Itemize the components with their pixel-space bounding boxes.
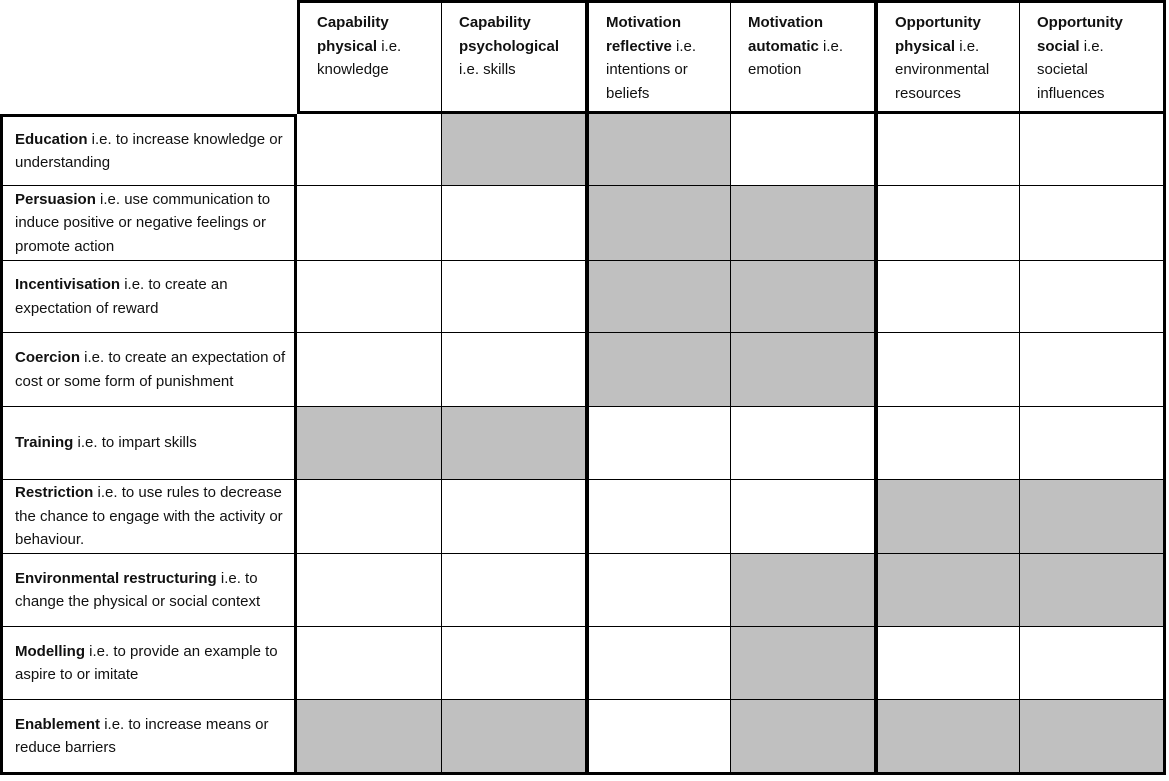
matrix-cell-shaded bbox=[586, 261, 731, 333]
label-description: i.e. intentions or beliefs bbox=[606, 37, 697, 102]
label-description: i.e. to impart skills bbox=[73, 434, 197, 452]
matrix-cell-empty bbox=[586, 554, 731, 627]
matrix-cell-shaded bbox=[1020, 700, 1166, 775]
matrix-cell-shaded bbox=[442, 114, 586, 186]
label-bold: Education bbox=[15, 130, 88, 148]
column-header bbox=[875, 0, 1020, 114]
matrix-cell-empty bbox=[297, 261, 442, 333]
label-bold: Capability physical bbox=[317, 14, 389, 55]
matrix-cell-shaded bbox=[731, 627, 875, 700]
matrix-cell-shaded bbox=[586, 114, 731, 186]
row-header bbox=[0, 261, 297, 333]
label-bold: Enablement bbox=[15, 715, 101, 733]
column-header bbox=[297, 0, 442, 114]
matrix-cell-shaded bbox=[875, 700, 1020, 775]
matrix-cell-empty bbox=[875, 627, 1020, 700]
label-description: i.e. to change the physical or social context bbox=[15, 569, 261, 610]
label-description: i.e. environmental resources bbox=[895, 37, 990, 102]
row-header bbox=[0, 627, 297, 700]
matrix-cell-empty bbox=[586, 627, 731, 700]
matrix-cell-empty bbox=[297, 480, 442, 554]
matrix-cell-empty bbox=[1020, 407, 1166, 480]
label-description: i.e. to use rules to decrease the chance to engage with the activity or behaviour. bbox=[15, 484, 283, 549]
matrix-cell-empty bbox=[875, 407, 1020, 480]
row-header bbox=[0, 114, 297, 186]
label-bold: Motivation automatic bbox=[748, 14, 823, 55]
row-header bbox=[0, 700, 297, 775]
matrix-cell-shaded bbox=[586, 333, 731, 407]
matrix-cell-empty bbox=[875, 114, 1020, 186]
label-bold: Modelling bbox=[15, 642, 85, 660]
label-description: i.e. skills bbox=[459, 61, 516, 78]
matrix-cell-empty bbox=[731, 114, 875, 186]
matrix-cell-empty bbox=[586, 407, 731, 480]
label-description: i.e. use communication to induce positive or negative feelings or promote action bbox=[15, 190, 271, 255]
matrix-cell-empty bbox=[586, 480, 731, 554]
matrix-cell-empty bbox=[1020, 186, 1166, 261]
matrix-cell-empty bbox=[1020, 261, 1166, 333]
label-bold: Training bbox=[15, 434, 74, 452]
label-bold: Opportunity physical bbox=[895, 14, 981, 55]
matrix-cell-empty bbox=[875, 261, 1020, 333]
label-bold: Environmental restructuring bbox=[15, 569, 217, 587]
label-description: i.e. to create an expectation of reward bbox=[15, 276, 228, 317]
matrix-cell-empty bbox=[1020, 333, 1166, 407]
matrix-cell-shaded bbox=[1020, 480, 1166, 554]
matrix-cell-shaded bbox=[875, 480, 1020, 554]
matrix-cell-empty bbox=[442, 186, 586, 261]
label-bold: Motivation reflective bbox=[606, 14, 681, 55]
matrix-cell-empty bbox=[442, 627, 586, 700]
matrix-cell-empty bbox=[442, 554, 586, 627]
label-bold: Opportunity social bbox=[1037, 14, 1123, 55]
row-header bbox=[0, 186, 297, 261]
matrix-cell-empty bbox=[731, 480, 875, 554]
matrix-cell-shaded bbox=[1020, 554, 1166, 627]
column-header bbox=[1020, 0, 1166, 114]
matrix-cell-shaded bbox=[297, 407, 442, 480]
column-header bbox=[586, 0, 731, 114]
label-description: i.e. emotion bbox=[748, 37, 844, 78]
column-header bbox=[731, 0, 875, 114]
label-description: i.e. societal influences bbox=[1037, 37, 1105, 102]
label-bold: Persuasion bbox=[15, 190, 96, 208]
matrix-cell-shaded bbox=[731, 261, 875, 333]
row-header bbox=[0, 554, 297, 627]
matrix-cell-shaded bbox=[731, 186, 875, 261]
matrix-cell-empty bbox=[1020, 114, 1166, 186]
matrix-cell-empty bbox=[297, 554, 442, 627]
matrix-cell-empty bbox=[875, 186, 1020, 261]
label-description: i.e. to create an expectation of cost or some form of punishment bbox=[15, 349, 286, 390]
matrix-cell-empty bbox=[297, 186, 442, 261]
column-header bbox=[442, 0, 586, 114]
label-bold: Coercion bbox=[15, 349, 81, 366]
matrix-cell-shaded bbox=[442, 700, 586, 775]
matrix-cell-empty bbox=[442, 333, 586, 407]
matrix-cell-shaded bbox=[586, 186, 731, 261]
corner-blank bbox=[0, 0, 297, 114]
label-description: i.e. to provide an example to aspire to or imitate bbox=[15, 642, 278, 683]
matrix-cell-empty bbox=[1020, 627, 1166, 700]
matrix-cell-shaded bbox=[731, 700, 875, 775]
matrix-cell-empty bbox=[875, 333, 1020, 407]
label-bold: Restriction bbox=[15, 484, 94, 502]
row-header bbox=[0, 480, 297, 554]
row-header bbox=[0, 407, 297, 480]
matrix-cell-shaded bbox=[297, 700, 442, 775]
matrix-cell-empty bbox=[297, 114, 442, 186]
label-bold: Incentivisation bbox=[15, 276, 121, 293]
matrix-cell-shaded bbox=[731, 333, 875, 407]
matrix-cell-empty bbox=[442, 261, 586, 333]
matrix-cell-empty bbox=[297, 333, 442, 407]
matrix-cell-empty bbox=[442, 480, 586, 554]
matrix-cell-shaded bbox=[731, 554, 875, 627]
matrix-cell-empty bbox=[586, 700, 731, 775]
matrix-cell-empty bbox=[297, 627, 442, 700]
row-header bbox=[0, 333, 297, 407]
matrix-cell-shaded bbox=[442, 407, 586, 480]
label-description: i.e. to increase knowledge or understanding bbox=[15, 130, 283, 171]
label-bold: Capability psychological bbox=[459, 14, 560, 55]
matrix-cell-shaded bbox=[875, 554, 1020, 627]
label-description: i.e. knowledge bbox=[317, 37, 402, 78]
matrix-cell-empty bbox=[731, 407, 875, 480]
label-description: i.e. to increase means or reduce barriers bbox=[15, 715, 269, 756]
